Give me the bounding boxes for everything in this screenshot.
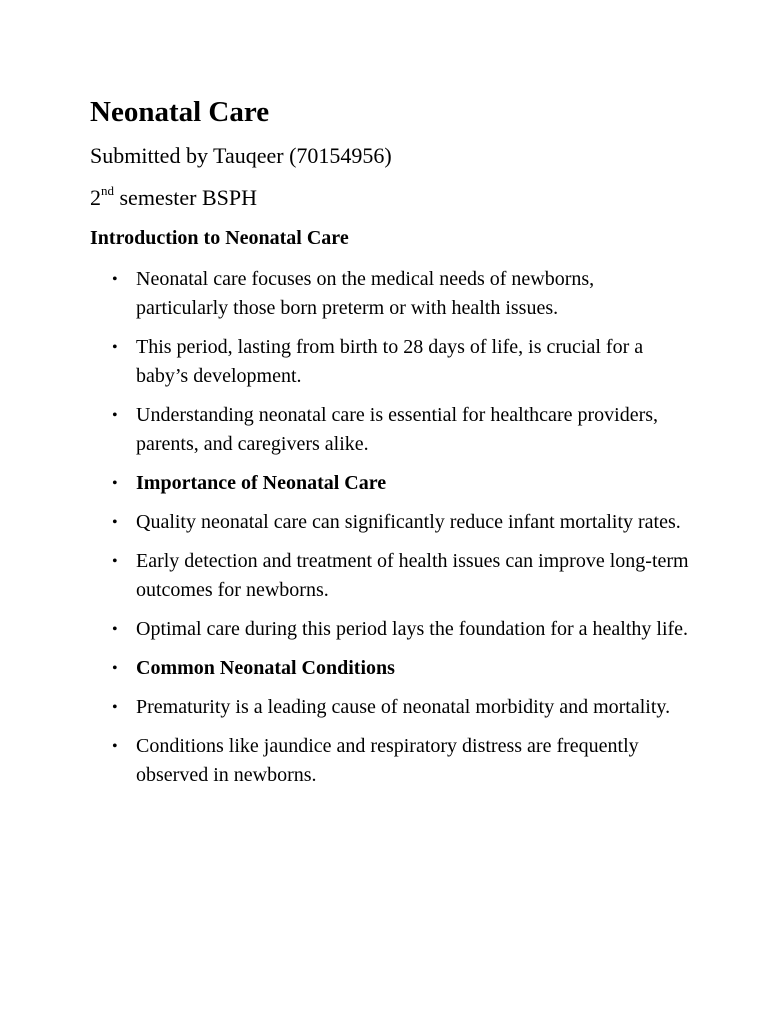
list-item [90,547,690,605]
bullet-icon: • [112,407,118,424]
semester-suffix: nd [101,182,114,198]
list-item [90,401,690,459]
bullet-list [90,265,690,790]
list-item [90,508,690,537]
bullet-icon: • [112,514,118,531]
bullet-icon: • [112,553,118,570]
bullet-icon: • [112,271,118,288]
bullet-icon: • [112,339,118,356]
list-item [90,333,690,391]
submitted-by: Submitted by Tauqeer (70154956) [90,143,392,168]
semester-text: semester BSPH [114,185,257,210]
bullet-icon: • [112,621,118,638]
bullet-icon: • [112,699,118,716]
document-title: Neonatal Care [90,96,270,128]
intro-heading: Introduction to Neonatal Care [90,227,349,249]
bullet-icon: • [112,738,118,755]
semester-line [90,184,690,212]
list-item-heading [90,469,690,498]
list-item-text: Understanding neonatal care is essential for healthcare providers, parents, and caregivers alike. [136,404,659,455]
document-page [90,94,690,800]
list-item [90,693,690,722]
list-item-text: Prematurity is a leading cause of neonatal morbidity and mortality. [136,696,671,718]
list-item-heading [90,654,690,683]
bullet-icon: • [112,475,118,492]
semester-number: 2 [90,185,101,210]
list-item-text: Neonatal care focuses on the medical needs of newborns, particularly those born preterm or with health issues. [136,268,595,319]
list-item-text: Quality neonatal care can significantly reduce infant mortality rates. [136,511,681,533]
list-item-text: Importance of Neonatal Care [136,472,387,494]
list-item-text: This period, lasting from birth to 28 days of life, is crucial for a baby’s development. [136,336,644,387]
list-item-text: Early detection and treatment of health issues can improve long-term outcomes for newborns. [136,550,689,601]
list-item [90,265,690,323]
list-item-text: Conditions like jaundice and respiratory distress are frequently observed in newborns. [136,735,639,786]
bullet-icon: • [112,660,118,677]
list-item [90,732,690,790]
list-item [90,615,690,644]
list-item-text: Optimal care during this period lays the foundation for a healthy life. [136,618,689,640]
list-item-text: Common Neonatal Conditions [136,657,395,679]
